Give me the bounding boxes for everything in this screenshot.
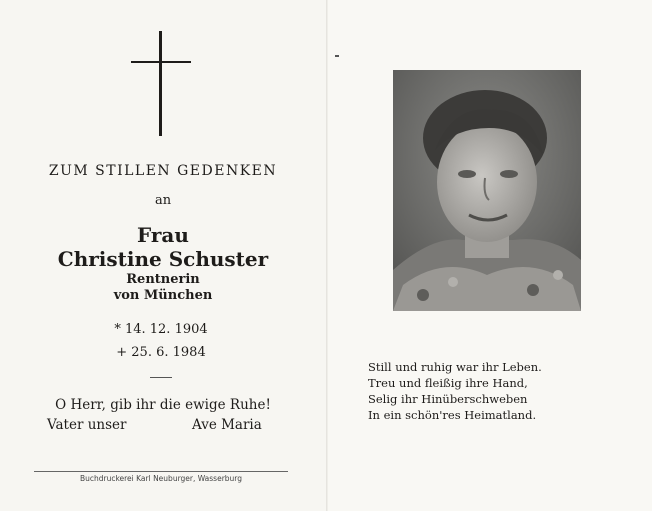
print-mark <box>335 55 339 57</box>
portrait-photo <box>393 70 581 311</box>
divider <box>150 377 172 378</box>
salutation: Frau <box>137 223 189 247</box>
heading: ZUM STILLEN GEDENKEN <box>48 163 278 179</box>
prayer-ave-maria: Ave Maria <box>192 417 262 433</box>
prayer: O Herr, gib ihr die ewige Ruhe! <box>55 397 271 413</box>
poem-line: In ein schön'res Heimatland. <box>368 408 537 422</box>
poem-line: Treu und fleißig ihre Hand, <box>368 376 528 390</box>
death-date: + 25. 6. 1984 <box>116 345 206 360</box>
birth-date: * 14. 12. 1904 <box>114 322 208 337</box>
card-fold <box>326 0 328 511</box>
cross-icon <box>131 31 191 136</box>
poem <box>368 359 542 423</box>
deceased-name: Christine Schuster <box>57 247 269 271</box>
footer-rule <box>34 471 288 472</box>
printer-credit: Buchdruckerei Karl Neuburger, Wasserburg <box>79 474 243 483</box>
occupation: Rentnerin <box>126 272 200 287</box>
origin: von München <box>113 288 213 303</box>
poem-line: Still und ruhig war ihr Leben. <box>368 360 542 374</box>
an-text: an <box>154 193 172 208</box>
poem-line: Selig ihr Hinüberschweben <box>368 392 528 406</box>
prayer-vater-unser: Vater unser <box>47 417 127 433</box>
